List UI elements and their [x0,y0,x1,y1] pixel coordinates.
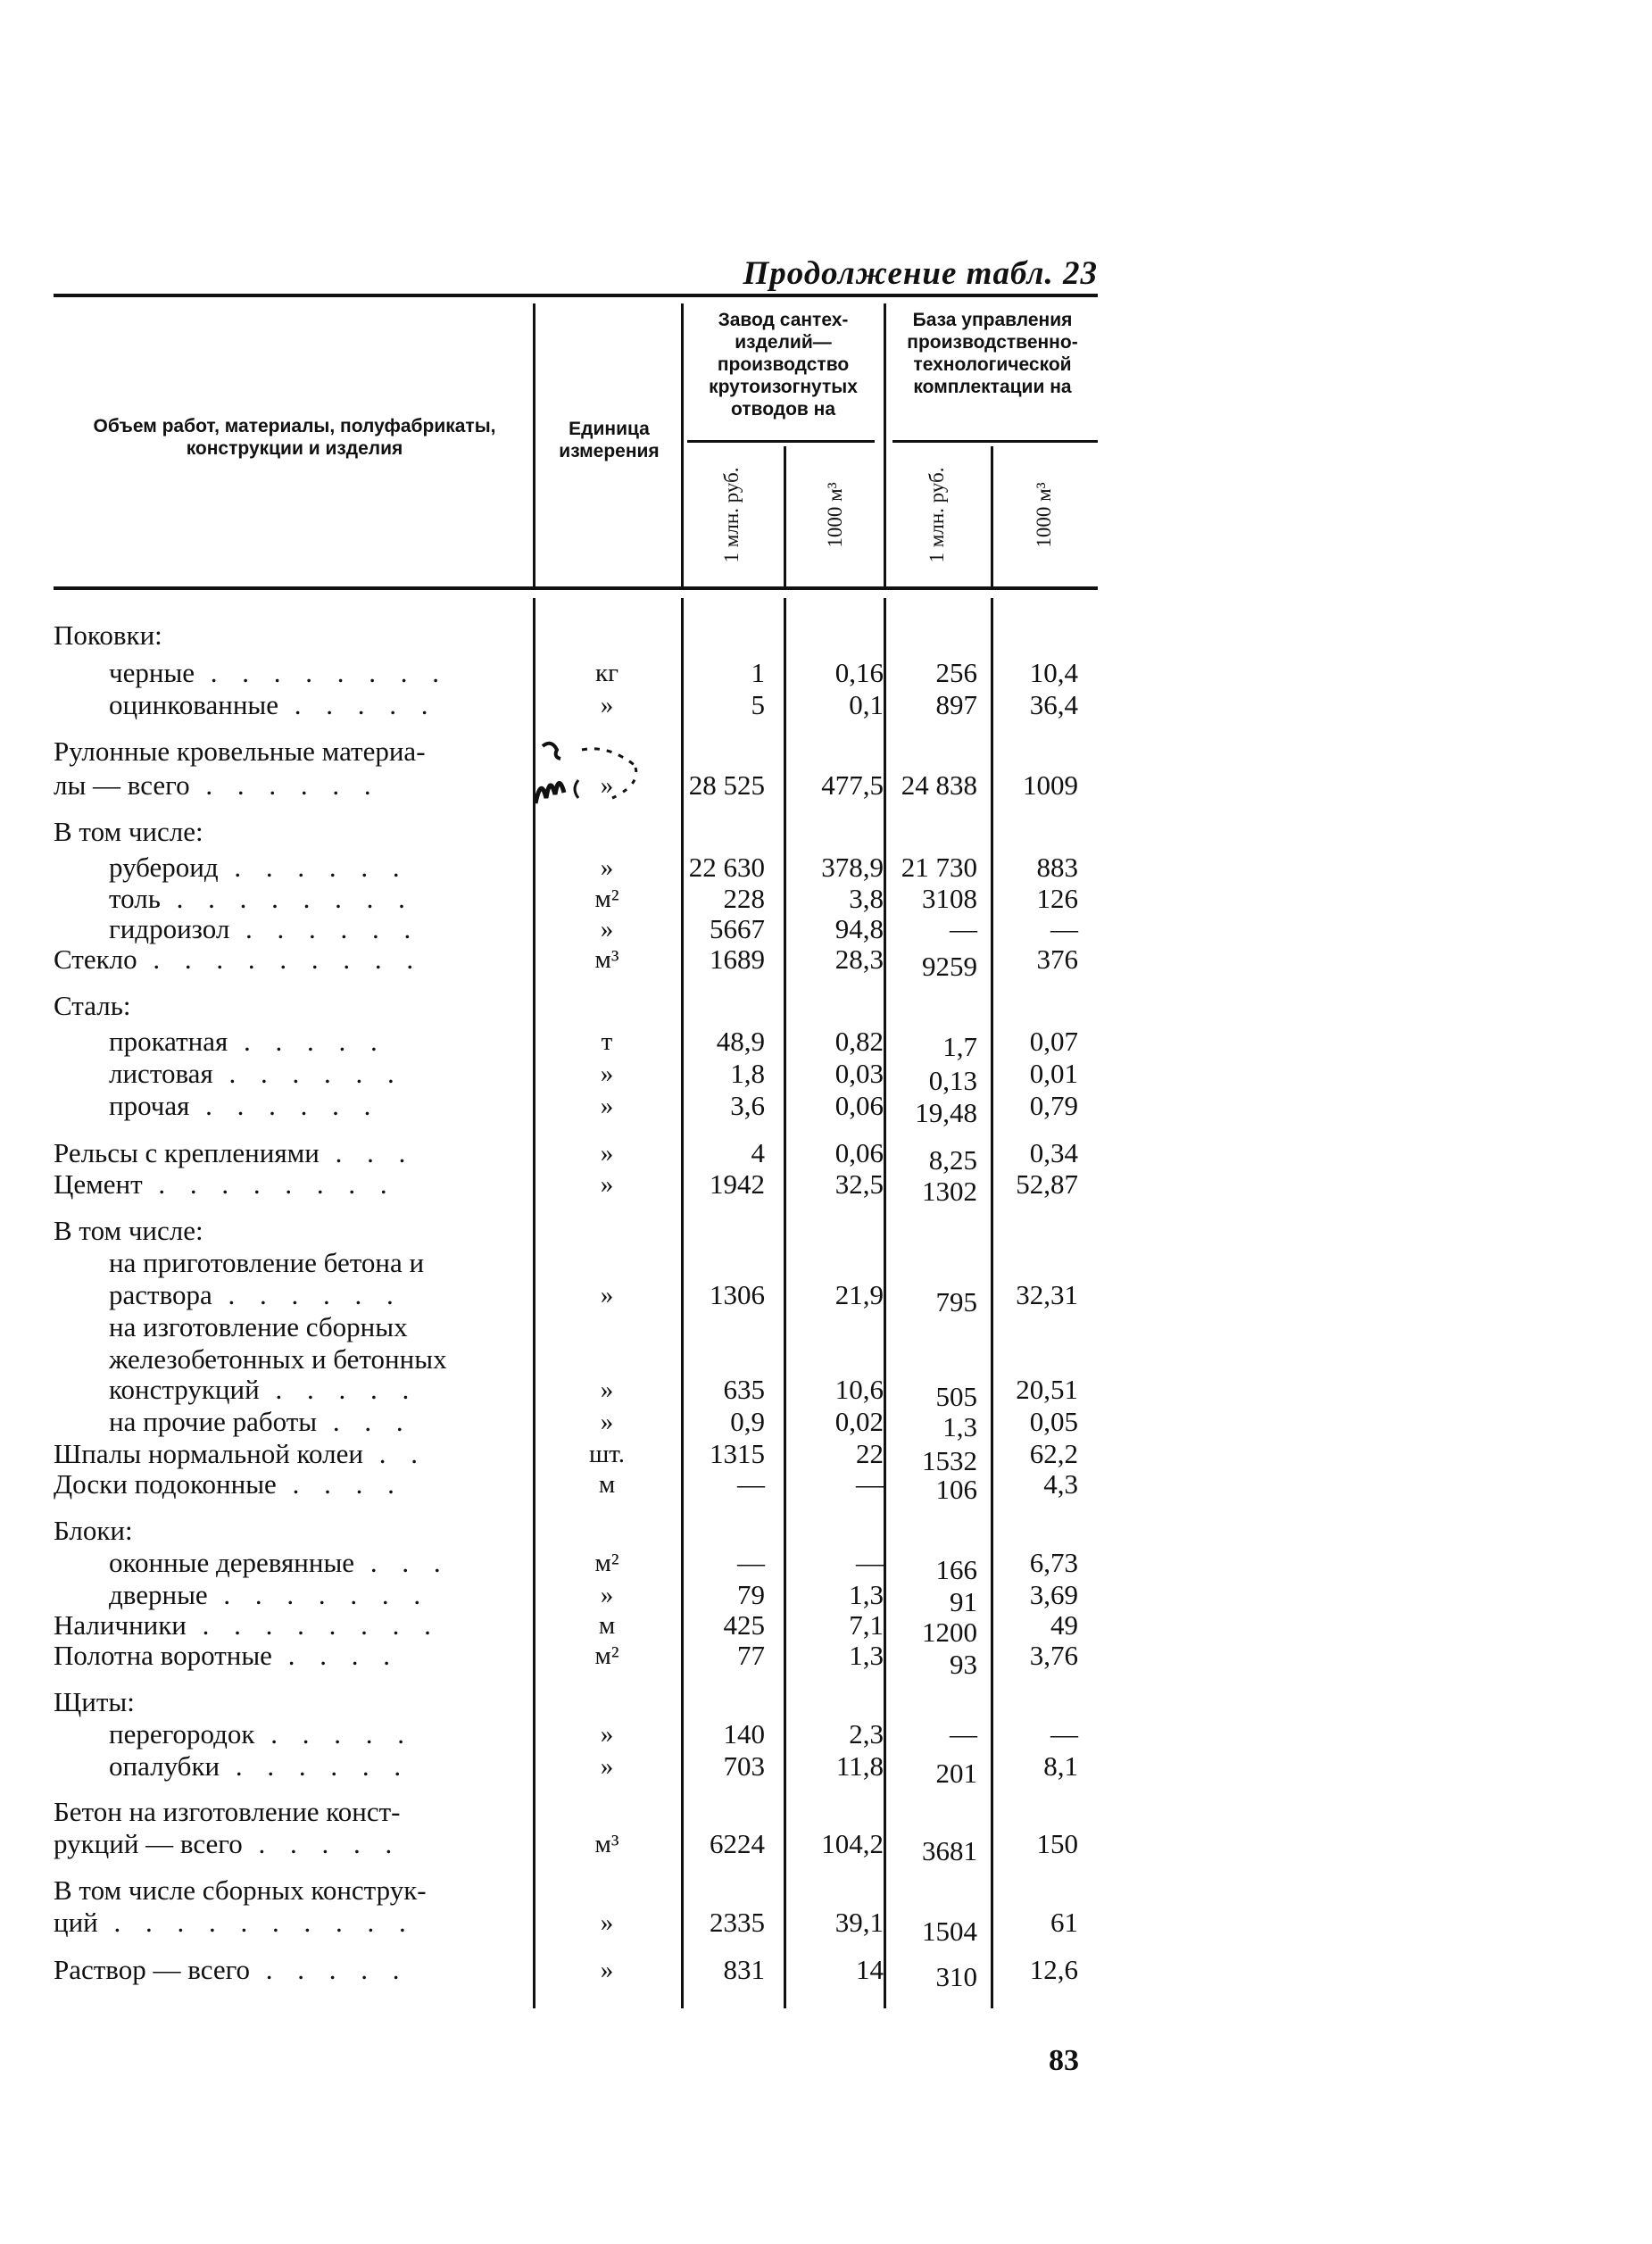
row-label-text: Бетон на изготовление конст- [54,1796,401,1827]
table-top-rule [54,294,1098,297]
row-label [109,1091,379,1121]
row-label-text: Цемент [54,1168,143,1200]
leader-dots: . . . [319,1137,415,1168]
row-value-col2: 0,16 [834,657,884,688]
row-value-col2: 0,06 [834,1137,884,1168]
header-group-base: База управления производственно-технологической комплектации на [907,310,1078,397]
row-unit: » [600,1720,614,1749]
row-label [54,991,130,1021]
row-value-col4: 62,2 [1029,1438,1078,1469]
row-label [54,1439,427,1469]
row-value-col4: 0,07 [1029,1026,1078,1057]
leader-dots: . . . . . . [229,913,420,944]
row-value-col3: 106 [935,1474,977,1505]
row-value-col3: 3681 [922,1835,977,1866]
row-value-col3: 310 [935,1961,977,1992]
row-value-col4: 0,79 [1029,1090,1078,1121]
row-label-text: оцинкованные [109,689,279,720]
row-value-col1: 1,8 [730,1058,765,1089]
row-value-col4: 883 [1036,852,1078,883]
row-value-col1: 4 [751,1137,765,1168]
row-label [54,1138,414,1168]
row-value-col3: 21 730 [901,852,977,883]
row-unit: » [600,1408,614,1436]
row-label [109,914,419,944]
row-value-col1: — [737,1468,765,1500]
row-value-col1: 1689 [710,943,765,975]
row-label [109,884,414,914]
row-value-col3: — [950,913,977,944]
row-value-col2: 14 [856,1954,884,1985]
row-label-text: черные [109,657,195,688]
row-label-text: на изготовление сборных [109,1311,408,1342]
row-label-text: ций [54,1907,98,1938]
row-unit: » [600,1375,614,1404]
row-label [54,944,422,975]
row-unit: » [600,1581,614,1609]
leader-dots: . . . . . . . . [195,657,449,688]
row-value-col2: 28,3 [834,943,884,975]
subheader-base-m3: 1000 м³ [1033,482,1055,548]
row-value-col3: 1302 [922,1176,977,1207]
row-label-text: Рулонные кровельные материа- [54,736,426,767]
leader-dots: . . . . . . . . . . [97,1907,415,1938]
row-value-col3: 897 [935,689,977,720]
row-value-col1: 0,9 [730,1406,765,1437]
row-value-col2: 10,6 [834,1374,884,1405]
leader-dots: . . . . . . [218,852,409,883]
row-unit: шт. [588,1440,626,1468]
row-unit: » [600,1956,614,1984]
row-value-col3: 93 [950,1649,977,1680]
row-label-text: рукций — всего [54,1828,243,1859]
row-value-col4: — [1050,1718,1078,1749]
row-value-col2: 3,8 [849,883,884,914]
leader-dots: . . . . . . . [207,1579,430,1610]
row-label-text: Сталь: [54,990,131,1021]
row-value-col4: 32,31 [1016,1279,1078,1310]
row-label-text: Раствор — всего [54,1954,251,1985]
row-unit: м³ [594,1830,619,1858]
row-label-text: раствора [109,1279,212,1310]
row-value-col2: 0,02 [834,1406,884,1437]
row-value-col2: 22 [856,1438,884,1469]
row-unit: » [600,1060,614,1088]
row-value-col3: 24 838 [901,769,977,801]
row-label [54,1955,409,1985]
row-value-col1: 22 630 [688,852,765,883]
body-vline-3 [784,598,786,2008]
row-value-col4: 36,4 [1029,689,1078,720]
row-value-col1: 79 [737,1579,765,1610]
row-value-col3: 1,3 [942,1411,977,1442]
leader-dots: . . . . . . [189,1090,380,1121]
row-value-col4: 0,05 [1029,1406,1078,1437]
row-label-text: Рельсы с креплениями [54,1137,320,1168]
leader-dots: . . . . . . [220,1750,411,1782]
row-value-col4: 52,87 [1016,1168,1078,1200]
leader-dots: . . . . . . . . [186,1609,440,1641]
row-value-col3: 795 [935,1286,977,1317]
row-label [54,817,203,847]
row-value-col4: 8,1 [1043,1750,1078,1782]
row-label-text: Блоки: [54,1515,133,1546]
row-unit: » [600,1281,614,1309]
row-unit: м³ [594,945,619,974]
row-label-text: оконные деревянные [109,1547,355,1578]
row-value-col3: 19,48 [915,1097,977,1128]
row-label-text: прокатная [109,1026,228,1057]
row-label-text: дверные [109,1579,208,1610]
row-value-col3: 256 [935,657,977,688]
row-value-col4: 3,76 [1029,1640,1078,1671]
row-value-col4: 3,69 [1029,1579,1078,1610]
continuation-title: Продолжение табл. 23 [743,255,1098,292]
row-label [109,1280,403,1310]
row-label [54,620,162,651]
row-label [109,1026,386,1057]
row-unit: м [598,1611,616,1640]
row-label [109,1059,403,1089]
row-unit: » [600,915,614,943]
row-label [54,736,426,767]
row-value-col1: 5 [751,689,765,720]
row-label [54,1169,396,1200]
row-unit: м² [594,885,619,913]
row-value-col1: 228 [723,883,765,914]
row-unit: » [600,771,614,800]
row-value-col3: 91 [950,1586,977,1617]
row-value-col4: 376 [1036,943,1078,975]
row-value-col1: 425 [723,1609,765,1641]
leader-dots: . . . . . [254,1718,413,1749]
row-label-text: прочая [109,1090,190,1121]
row-value-col1: — [737,1547,765,1578]
row-value-col1: 635 [723,1374,765,1405]
row-value-col2: 7,1 [849,1609,884,1641]
leader-dots: . . . . . [242,1828,402,1859]
row-label-text: перегородок [109,1718,255,1749]
leader-dots: . . . . . [259,1374,419,1405]
row-value-col1: 140 [723,1718,765,1749]
row-label [54,1829,401,1859]
body-vline-5 [991,598,993,2008]
header-group-plant: Завод сантех-изделий—производство крутоизогнутых отводов на [709,310,858,420]
row-value-col2: 32,5 [834,1168,884,1200]
row-label-text: Стекло [54,943,137,975]
header-vline-2 [681,303,684,586]
row-value-col1: 28 525 [688,769,765,801]
leader-dots: . . . . . . [189,769,380,801]
row-label [109,1375,418,1405]
leader-dots: . . . . . . . . [142,1168,396,1200]
row-value-col4: 4,3 [1043,1468,1078,1500]
row-label [109,690,437,720]
row-value-col4: 126 [1036,883,1078,914]
row-label-text: железобетонных и бетонных [109,1343,447,1375]
row-value-col2: 0,82 [834,1026,884,1057]
row-label-text: Поковки: [54,619,162,651]
leader-dots: . . [362,1438,427,1469]
row-value-col4: 61 [1050,1907,1078,1938]
leader-dots: . . . . . . [212,1279,403,1310]
row-value-col2: — [856,1547,884,1578]
header-bottom-rule [54,586,1098,590]
row-value-col1: 1942 [710,1168,765,1200]
group-header-rule-2 [892,440,1098,443]
group-header-rule-1 [687,440,875,443]
row-label [54,770,380,801]
row-label [109,1580,429,1610]
row-value-col1: 6224 [710,1828,765,1859]
row-unit: » [600,853,614,882]
row-value-col4: 1009 [1023,769,1078,801]
row-unit: м² [594,1549,619,1577]
subheader-plant-m3: 1000 м³ [824,482,846,548]
row-value-col4: 0,01 [1029,1058,1078,1089]
row-unit: » [600,691,614,719]
row-label-text: листовая [109,1058,213,1089]
row-label-text: опалубки [109,1750,220,1782]
row-label-text: В том числе: [54,1215,203,1246]
page-number: 83 [1049,2044,1079,2077]
row-value-col1: 5667 [710,913,765,944]
row-value-col1: 77 [737,1640,765,1671]
row-value-col3: 1,7 [942,1031,977,1062]
row-value-col4: 10,4 [1029,657,1078,688]
row-value-col3: 1200 [922,1617,977,1648]
row-value-col2: 94,8 [834,913,884,944]
subheader-base-rub: 1 млн. руб. [926,467,948,563]
row-unit: » [600,1092,614,1120]
body-vline-1 [533,598,535,2008]
row-value-col3: — [950,1718,977,1749]
row-unit: кг [595,659,618,687]
row-label [54,1875,427,1906]
row-label [109,1751,410,1782]
row-label-text: толь [109,883,161,914]
row-label-text: Полотна воротные [54,1640,272,1671]
row-value-col2: 0,03 [834,1058,884,1089]
header-vline-4 [884,303,886,586]
row-value-col4: 49 [1050,1609,1078,1641]
leader-dots: . . . . . [228,1026,386,1057]
row-label-text: конструкций [109,1374,260,1405]
row-label-text: В том числе: [54,816,203,847]
row-label [54,1516,133,1546]
row-value-col1: 1315 [710,1438,765,1469]
row-value-col2: 477,5 [821,769,884,801]
row-value-col3: 201 [935,1758,977,1789]
row-label [54,1469,403,1500]
row-label [109,1344,447,1375]
row-unit: м [598,1470,616,1499]
row-label-text: Доски подоконные [54,1468,277,1500]
row-label-text: Щиты: [54,1686,135,1717]
row-value-col3: 3108 [922,883,977,914]
row-label [109,1407,412,1437]
row-label-text: на прочие работы [109,1406,318,1437]
row-label [109,852,409,883]
row-value-col2: 104,2 [821,1828,884,1859]
row-label [109,1248,424,1278]
leader-dots: . . . [354,1547,450,1578]
row-value-col2: 1,3 [849,1640,884,1671]
row-value-col2: 0,06 [834,1090,884,1121]
row-value-col2: 11,8 [835,1750,884,1782]
row-value-col2: 21,9 [834,1279,884,1310]
header-unit-column: Единица измерения [559,419,660,461]
row-value-col2: 2,3 [849,1718,884,1749]
row-value-col4: 150 [1036,1828,1078,1859]
body-vline-4 [884,598,886,2008]
row-label-text: на приготовление бетона и [109,1247,425,1278]
row-label [109,1312,408,1342]
row-label [109,1548,450,1578]
row-value-col4: 0,34 [1029,1137,1078,1168]
row-label-text: рубероид [109,852,219,883]
row-label-text: лы — всего [54,769,190,801]
row-unit: т [601,1027,613,1056]
row-unit: » [600,1908,614,1937]
row-label-text: Шпалы нормальной колеи [54,1438,363,1469]
row-label-text: Наличники [54,1609,187,1641]
row-value-col3: 8,25 [928,1144,977,1176]
handwritten-mark [534,737,646,809]
row-value-col3: 9259 [922,951,977,982]
row-value-col1: 2335 [710,1907,765,1938]
row-value-col3: 505 [935,1381,977,1412]
row-value-col1: 3,6 [730,1090,765,1121]
subheader-plant-rub: 1 млн. руб. [720,467,743,563]
row-unit: » [600,1752,614,1781]
header-vline-3 [784,446,786,586]
header-vline-1 [533,303,535,586]
row-value-col2: 0,1 [849,689,884,720]
leader-dots: . . . . . [278,689,437,720]
leader-dots: . . . . [276,1468,403,1500]
leader-dots: . . . . . [250,1954,409,1985]
row-value-col1: 1 [751,657,765,688]
row-value-col4: — [1050,913,1078,944]
row-value-col1: 48,9 [716,1026,765,1057]
row-value-col3: 1532 [922,1445,977,1476]
row-value-col3: 166 [935,1554,977,1585]
row-label [54,1216,203,1246]
leader-dots: . . . . . . [212,1058,403,1089]
leader-dots: . . . [317,1406,412,1437]
row-value-col2: 378,9 [821,852,884,883]
row-label-text: гидроизол [109,913,230,944]
row-label [54,1641,399,1671]
header-vline-5 [991,446,993,586]
row-value-col1: 703 [723,1750,765,1782]
row-unit: » [600,1139,614,1168]
body-vline-2 [681,598,684,2008]
row-label-text: В том числе сборных конструк- [54,1874,427,1906]
header-item-column: Объем работ, материалы, полуфабрикаты, конструкции и изделия [93,416,496,459]
leader-dots: . . . . . . . . . [137,943,423,975]
row-label [54,1687,135,1717]
row-value-col2: 1,3 [849,1579,884,1610]
row-value-col2: — [856,1468,884,1500]
row-value-col3: 1504 [922,1916,977,1947]
row-unit: » [600,1170,614,1199]
row-label [54,1610,440,1641]
row-value-col1: 1306 [710,1279,765,1310]
row-label [54,1797,401,1827]
row-value-col3: 0,13 [928,1065,977,1096]
leader-dots: . . . . . . . . [160,883,414,914]
row-label [109,1719,413,1749]
row-value-col1: 831 [723,1954,765,1985]
row-label [109,658,448,688]
row-value-col2: 39,1 [834,1907,884,1938]
row-value-col4: 6,73 [1029,1547,1078,1578]
row-value-col4: 12,6 [1029,1954,1078,1985]
leader-dots: . . . . [271,1640,399,1671]
row-value-col4: 20,51 [1016,1374,1078,1405]
row-unit: м² [594,1641,619,1670]
row-label [54,1907,415,1938]
